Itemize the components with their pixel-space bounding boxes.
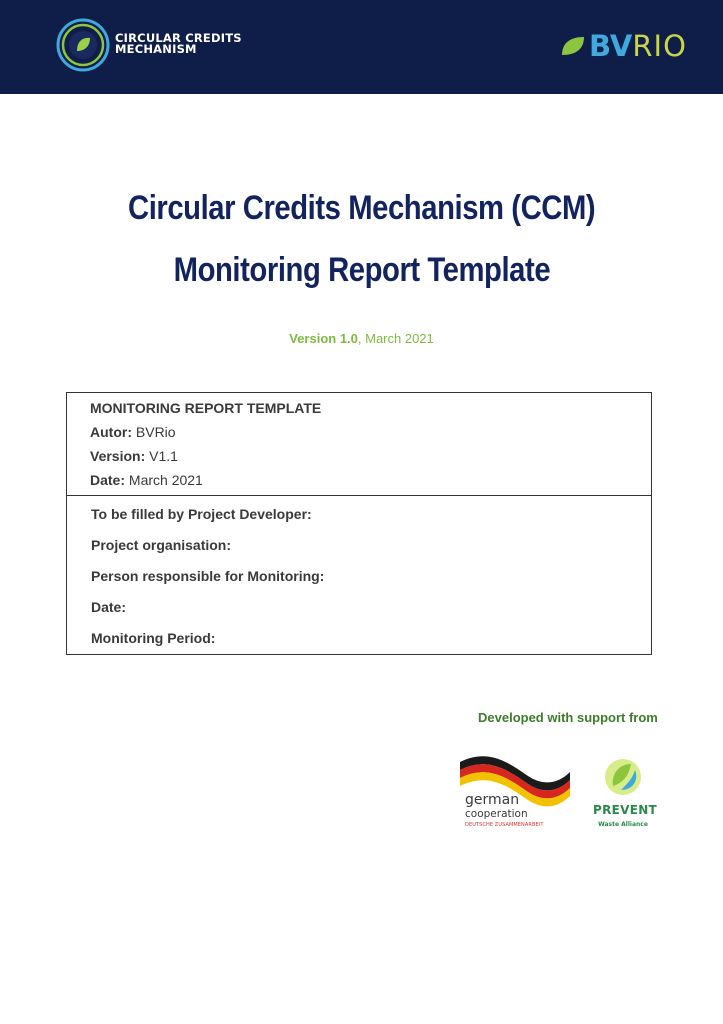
bvrio-logo — [560, 30, 690, 62]
title-line1: Circular Credits Mechanism (CCM) — [127, 189, 596, 227]
autor-row: Autor: BVRio — [90, 424, 176, 440]
bvrio-wordmark — [589, 30, 687, 62]
ccm-logo-line2: MECHANISM — [115, 42, 197, 56]
prevent-name: PREVENT — [593, 803, 658, 817]
gc-word-german: german — [465, 792, 520, 808]
ccm-logo-icon — [55, 17, 111, 73]
ccm-logo-line1: CIRCULAR CREDITS — [115, 31, 242, 45]
monitoring-period-field: Monitoring Period: — [91, 630, 216, 646]
bvrio-rio: RIO — [632, 29, 687, 63]
ccm-logo-text — [115, 33, 242, 55]
gc-subtitle: DEUTSCHE ZUSAMMENARBEIT — [465, 822, 544, 828]
support-text: Developed with support from — [478, 710, 658, 725]
project-organisation-field: Project organisation: — [91, 537, 232, 553]
title-line2: Monitoring Report Template — [173, 251, 550, 289]
box-heading: MONITORING REPORT TEMPLATE — [90, 400, 322, 416]
date-field: Date: — [91, 599, 127, 615]
fill-heading: To be filled by Project Developer: — [91, 506, 312, 522]
version-row: Version: V1.1 — [90, 448, 178, 464]
version-line — [0, 331, 723, 346]
prevent-subtitle: Waste Alliance — [598, 821, 648, 828]
date-row: Date: March 2021 — [90, 472, 203, 488]
box-divider — [66, 495, 652, 496]
bvrio-bv: BV — [589, 29, 633, 63]
header-band — [0, 0, 723, 94]
version-date: , March 2021 — [357, 331, 434, 346]
gc-word-cooperation: cooperation — [465, 808, 528, 820]
prevent-logo-icon — [603, 756, 643, 798]
version-number: Version 1.0 — [289, 331, 358, 346]
person-responsible-field: Person responsible for Monitoring: — [91, 568, 325, 584]
bvrio-leaf-icon — [560, 34, 586, 58]
